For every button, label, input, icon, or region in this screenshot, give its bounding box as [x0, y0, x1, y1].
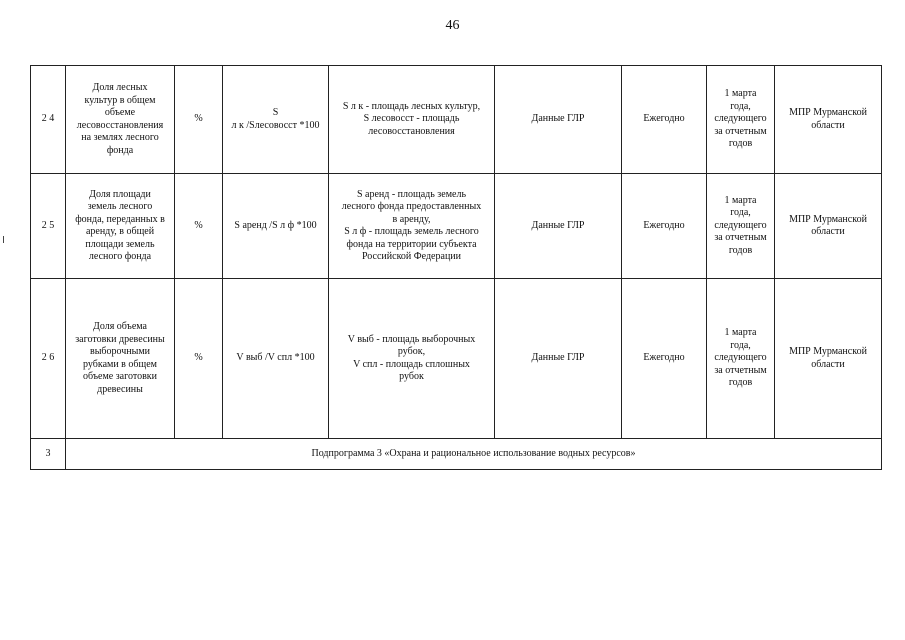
deadline-cell: 1 марта года, следующего за отчетным годов: [707, 279, 775, 439]
unit-cell: %: [175, 174, 223, 279]
table-row: [31, 174, 882, 279]
subprogram-title: Подпрограмма 3 «Охрана и рациональное использование водных ресурсов»: [66, 439, 882, 470]
unit-cell: %: [175, 279, 223, 439]
table-row: [31, 279, 882, 439]
description-cell: V выб - площадь выборочных рубок, V спл - площадь сплошных рубок: [329, 279, 495, 439]
indicator-name: Доля площади земель лесного фонда, переданных в аренду, в общей площади земель лесного фонда: [66, 174, 175, 279]
deadline-cell: 1 марта года, следующего за отчетным годов: [707, 174, 775, 279]
source-cell: Данные ГЛР: [495, 279, 622, 439]
formula-cell: [223, 66, 329, 174]
description-cell: S л к - площадь лесных культур, S лесовосст - площадь лесовосстановления: [329, 66, 495, 174]
row-number: 2 5: [31, 174, 66, 279]
row-number: 2 4: [31, 66, 66, 174]
formula-cell: S аренд /S л ф *100: [223, 174, 329, 279]
source-cell: Данные ГЛР: [495, 66, 622, 174]
formula-top: S: [272, 107, 279, 118]
row-number: 2 6: [31, 279, 66, 439]
margin-mark: [3, 236, 4, 243]
indicator-name: Доля объема заготовки древесины выборочными рубками в общем объеме заготовки древесины: [66, 279, 175, 439]
subprogram-row: [31, 439, 882, 470]
period-cell: Ежегодно: [622, 66, 707, 174]
formula-cell: V выб /V спл *100: [223, 279, 329, 439]
source-cell: Данные ГЛР: [495, 174, 622, 279]
page-number: 46: [445, 18, 460, 33]
table-row: [31, 66, 882, 174]
deadline-cell: 1 марта года, следующего за отчетным годов: [707, 66, 775, 174]
subprogram-number: 3: [31, 439, 66, 470]
responsible-cell: МПР Мурманской области: [775, 66, 882, 174]
responsible-cell: МПР Мурманской области: [775, 174, 882, 279]
responsible-cell: МПР Мурманской области: [775, 279, 882, 439]
description-cell: S аренд - площадь земель лесного фонда предоставленных в аренду, S л ф - площадь земель лесного фонда на территории субъекта Российской Федерации: [329, 174, 495, 279]
indicator-name: Доля лесных культур в общем объеме лесовосстановления на землях лесного фонда: [66, 66, 175, 174]
unit-cell: %: [175, 66, 223, 174]
period-cell: Ежегодно: [622, 279, 707, 439]
indicators-table: [30, 65, 882, 470]
period-cell: Ежегодно: [622, 174, 707, 279]
formula-bottom: л к /Sлесовосст *100: [231, 119, 320, 131]
